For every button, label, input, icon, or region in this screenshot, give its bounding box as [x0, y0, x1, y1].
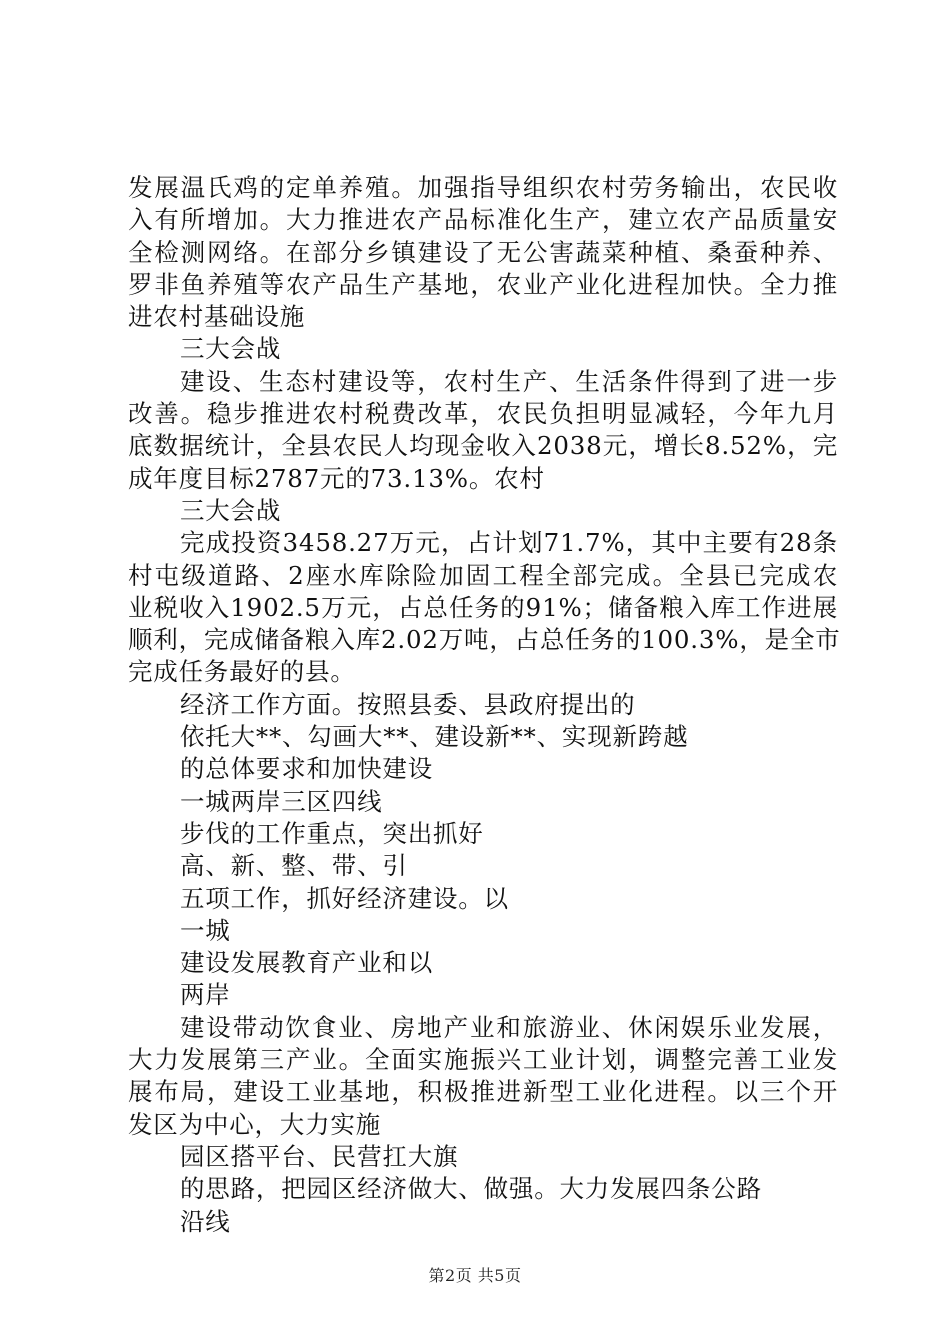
text-line: 发区为中心，大力实施 — [128, 1109, 381, 1139]
text-line: 底数据统计，全县农民人均现金收入2038元，增长8.52%，完 — [128, 431, 838, 461]
text-line: 全检测网络。在部分乡镇建设了无公害蔬菜种植、桑蚕种养、 — [128, 237, 838, 267]
text-line: 完成任务最好的县。 — [128, 657, 356, 687]
text-line: 的总体要求和加快建设 — [180, 754, 433, 784]
text-line: 高、新、整、带、引 — [180, 851, 408, 881]
text-line: 顺利，完成储备粮入库2.02万吨，占总任务的100.3%，是全市 — [128, 625, 841, 655]
text-line: 村屯级道路、2座水库除险加固工程全部完成。全县已完成农 — [128, 560, 838, 590]
text-line: 一城 — [180, 915, 231, 945]
text-line: 成年度目标2787元的73.13%。农村 — [128, 463, 545, 493]
text-line: 进农村基础设施 — [128, 302, 306, 332]
page-number-footer: 第2页 共5页 — [428, 1266, 522, 1285]
text-line: 两岸 — [180, 980, 231, 1010]
text-line: 入有所增加。大力推进农产品标准化生产，建立农产品质量安 — [128, 205, 838, 235]
text-line: 的思路，把园区经济做大、做强。大力发展四条公路 — [180, 1174, 762, 1204]
text-line: 园区搭平台、民营扛大旗 — [180, 1141, 459, 1171]
text-line: 建设带动饮食业、房地产业和旅游业、休闲娱乐业发展， — [180, 1012, 838, 1042]
document-body — [128, 172, 841, 1238]
text-line: 三大会战 — [180, 495, 282, 525]
text-line: 建设发展教育产业和以 — [180, 948, 433, 978]
text-line: 发展温氏鸡的定单养殖。加强指导组织农村劳务输出，农民收 — [128, 173, 838, 202]
text-line: 展布局，建设工业基地，积极推进新型工业化进程。以三个开 — [128, 1077, 838, 1107]
text-line: 三大会战 — [180, 334, 282, 364]
text-line: 罗非鱼养殖等农产品生产基地，农业产业化进程加快。全力推 — [128, 269, 838, 299]
text-line: 完成投资3458.27万元，占计划71.7%，其中主要有28条 — [180, 528, 838, 558]
text-line: 依托大**、勾画大**、建设新**、实现新跨越 — [180, 722, 689, 752]
text-line: 步伐的工作重点，突出抓好 — [180, 818, 484, 848]
text-line: 五项工作，抓好经济建设。以 — [180, 883, 509, 913]
text-line: 建设、生态村建设等，农村生产、生活条件得到了进一步 — [180, 366, 838, 396]
text-line: 业税收入1902.5万元，占总任务的91%；储备粮入库工作进展 — [128, 592, 838, 622]
text-line: 一城两岸三区四线 — [180, 786, 383, 816]
text-line: 改善。稳步推进农村税费改革，农民负担明显减轻，今年九月 — [128, 399, 838, 429]
text-line: 大力发展第三产业。全面实施振兴工业计划，调整完善工业发 — [128, 1045, 838, 1075]
text-line: 经济工作方面。按照县委、县政府提出的 — [180, 689, 636, 719]
text-line: 沿线 — [180, 1206, 231, 1236]
